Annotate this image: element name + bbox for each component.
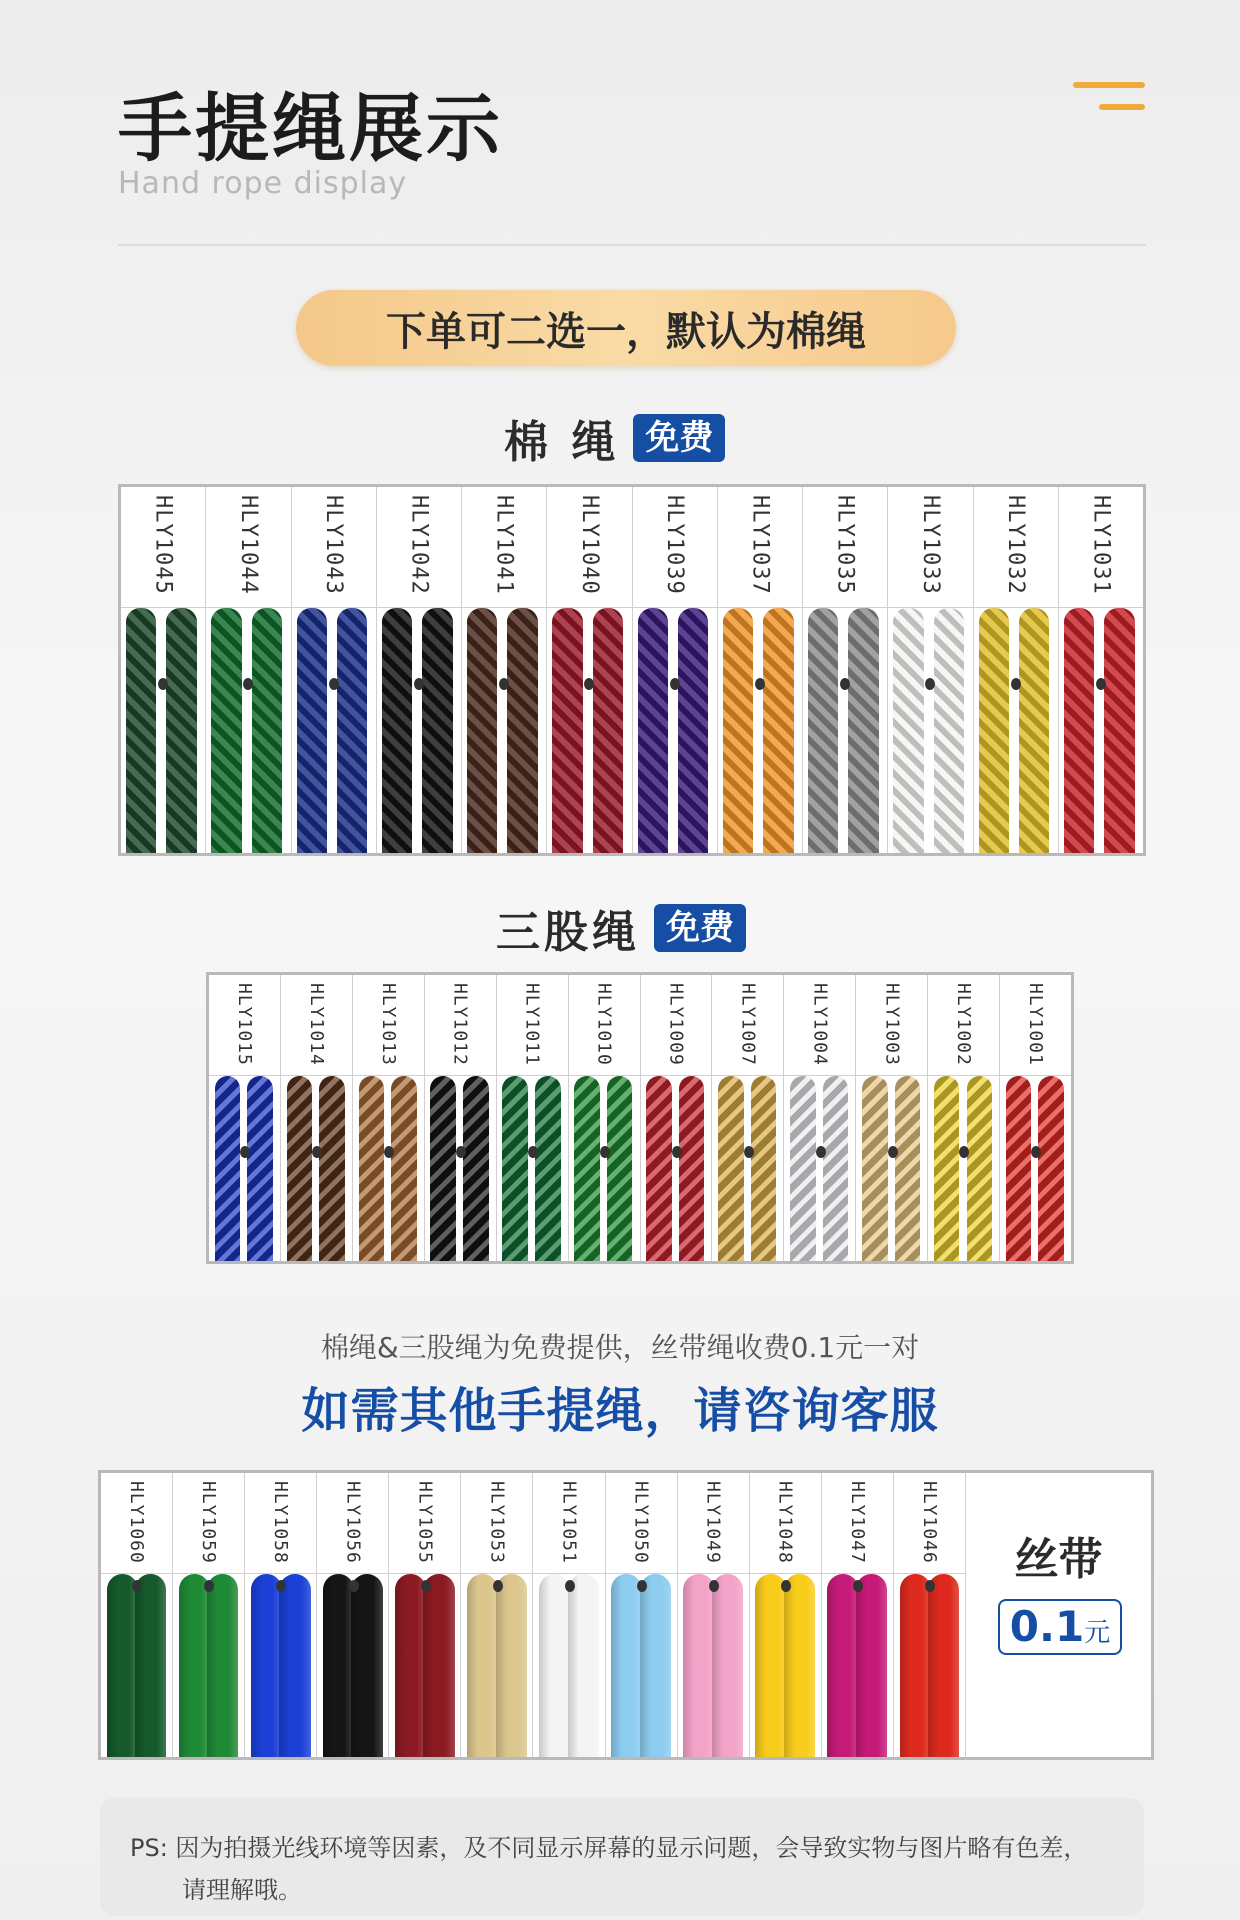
- swatch-image: [784, 1076, 855, 1261]
- swatch-code-text: HLY1015: [233, 983, 255, 1066]
- swatch-code-label: [894, 1473, 965, 1574]
- rope-strand: [723, 608, 753, 853]
- swatch-code-text: HLY1035: [832, 495, 858, 595]
- rope-swatch-hly1032: [974, 487, 1059, 853]
- swatch-code-label: [317, 1473, 388, 1574]
- rope-swatch-hly1047: [822, 1473, 894, 1757]
- rope-swatch-hly1059: [173, 1473, 245, 1757]
- swatch-code-text: HLY1058: [270, 1481, 292, 1564]
- rope-swatch-hly1001: [1000, 975, 1071, 1261]
- swatch-code-label: [281, 975, 352, 1076]
- swatch-image: [718, 608, 802, 853]
- swatch-code-label: [353, 975, 424, 1076]
- rope-strand: [215, 1076, 241, 1261]
- silk-title: 丝带: [1014, 1534, 1103, 1585]
- rope-strand: [107, 1574, 138, 1757]
- rope-strand: [611, 1574, 642, 1757]
- swatch-code-text: HLY1009: [665, 983, 687, 1066]
- rope-strand: [808, 608, 838, 853]
- swatch-code-label: [389, 1473, 460, 1574]
- cotton-title-label: 棉 绳: [504, 417, 620, 468]
- swatch-code-text: HLY1011: [521, 983, 543, 1066]
- rope-strand: [247, 1076, 273, 1261]
- rope-swatch-hly1046: [894, 1473, 965, 1757]
- swatch-image: [461, 1574, 532, 1757]
- rope-strand: [1019, 608, 1049, 853]
- swatch-image: [633, 608, 717, 853]
- swatch-code-text: HLY1043: [321, 495, 347, 595]
- punch-hole: [499, 678, 509, 690]
- rope-swatch-hly1013: [353, 975, 425, 1261]
- swatch-code-label: [245, 1473, 316, 1574]
- swatch-code-text: HLY1053: [486, 1481, 508, 1564]
- swatch-image: [462, 608, 546, 853]
- rope-strand: [251, 1574, 282, 1757]
- silk-ribbon-grid: [98, 1470, 966, 1760]
- rope-strand: [507, 608, 537, 853]
- swatch-code-text: HLY1042: [406, 495, 432, 595]
- pricing-note: 棉绳&三股绳为免费提供，丝带绳收费0.1元一对: [320, 1331, 920, 1364]
- swatch-image: [547, 608, 631, 853]
- rope-swatch-hly1039: [633, 487, 718, 853]
- punch-hole: [384, 1146, 394, 1158]
- punch-hole: [349, 1580, 359, 1592]
- punch-hole: [755, 678, 765, 690]
- rope-swatch-hly1042: [377, 487, 462, 853]
- punch-hole: [528, 1146, 538, 1158]
- rope-strand: [430, 1076, 456, 1261]
- swatch-code-text: HLY1037: [747, 495, 773, 595]
- rope-swatch-hly1015: [209, 975, 281, 1261]
- swatch-image: [206, 608, 290, 853]
- rope-swatch-hly1004: [784, 975, 856, 1261]
- menu-lines-icon[interactable]: [1073, 82, 1145, 118]
- swatch-code-label: [822, 1473, 893, 1574]
- swatch-image: [678, 1574, 749, 1757]
- silk-price-unit: 元: [1084, 1618, 1111, 1648]
- rope-strand: [467, 608, 497, 853]
- swatch-image: [209, 1076, 280, 1261]
- rope-strand: [287, 1076, 313, 1261]
- swatch-code-text: HLY1051: [558, 1481, 580, 1564]
- rope-strand: [319, 1076, 345, 1261]
- swatch-code-text: HLY1012: [449, 983, 471, 1066]
- rope-strand: [638, 608, 668, 853]
- rope-swatch-hly1044: [206, 487, 291, 853]
- punch-hole: [421, 1580, 431, 1592]
- swatch-image: [1000, 1076, 1071, 1261]
- rope-strand: [1038, 1076, 1064, 1261]
- disclaimer-line-2: 请理解哦。: [182, 1876, 302, 1904]
- rope-swatch-hly1056: [317, 1473, 389, 1757]
- color-disclaimer-box: [100, 1798, 1144, 1916]
- rope-swatch-hly1003: [856, 975, 928, 1261]
- choice-banner: 下单可二选一，默认为棉绳: [296, 290, 956, 366]
- rope-strand: [207, 1574, 238, 1757]
- swatch-code-label: [497, 975, 568, 1076]
- page-subtitle: Hand rope display: [118, 166, 408, 201]
- punch-hole: [709, 1580, 719, 1592]
- rope-strand: [790, 1076, 816, 1261]
- swatch-code-label: [425, 975, 496, 1076]
- rope-strand: [679, 1076, 705, 1261]
- triple-rope-grid: [206, 972, 1074, 1264]
- swatch-code-label: [803, 487, 887, 608]
- swatch-image: [173, 1574, 244, 1757]
- punch-hole: [600, 1146, 610, 1158]
- rope-strand: [323, 1574, 354, 1757]
- swatch-image: [281, 1076, 352, 1261]
- swatch-code-label: [678, 1473, 749, 1574]
- rope-strand: [893, 608, 923, 853]
- swatch-code-text: HLY1046: [918, 1481, 940, 1564]
- swatch-image: [245, 1574, 316, 1757]
- rope-swatch-hly1007: [712, 975, 784, 1261]
- rope-strand: [856, 1574, 887, 1757]
- rope-swatch-hly1041: [462, 487, 547, 853]
- punch-hole: [1096, 678, 1106, 690]
- rope-strand: [823, 1076, 849, 1261]
- swatch-code-text: HLY1007: [737, 983, 759, 1066]
- rope-swatch-hly1053: [461, 1473, 533, 1757]
- triple-free-badge: 免费: [654, 904, 746, 952]
- rope-strand: [297, 608, 327, 853]
- swatch-code-label: [569, 975, 640, 1076]
- rope-swatch-hly1040: [547, 487, 632, 853]
- swatch-code-label: [461, 1473, 532, 1574]
- rope-strand: [337, 608, 367, 853]
- swatch-image: [974, 608, 1058, 853]
- punch-hole: [329, 678, 339, 690]
- punch-hole: [853, 1580, 863, 1592]
- rope-strand: [678, 608, 708, 853]
- swatch-code-text: HLY1059: [198, 1481, 220, 1564]
- rope-swatch-hly1045: [121, 487, 206, 853]
- header-divider: [118, 244, 1146, 246]
- swatch-image: [803, 608, 887, 853]
- cotton-free-badge: 免费: [633, 414, 725, 462]
- swatch-code-text: HLY1031: [1088, 495, 1114, 595]
- rope-swatch-hly1043: [292, 487, 377, 853]
- rope-strand: [568, 1574, 599, 1757]
- rope-swatch-hly1014: [281, 975, 353, 1261]
- rope-strand: [967, 1076, 993, 1261]
- rope-strand: [279, 1574, 310, 1757]
- rope-swatch-hly1012: [425, 975, 497, 1261]
- rope-swatch-hly1060: [101, 1473, 173, 1757]
- swatch-code-label: [377, 487, 461, 608]
- punch-hole: [744, 1146, 754, 1158]
- rope-strand: [463, 1076, 489, 1261]
- rope-strand: [827, 1574, 858, 1757]
- rope-strand: [934, 608, 964, 853]
- swatch-code-label: [718, 487, 802, 608]
- swatch-code-text: HLY1056: [342, 1481, 364, 1564]
- contact-service-note: 如需其他手提绳，请咨询客服: [301, 1383, 939, 1439]
- swatch-image: [822, 1574, 893, 1757]
- swatch-code-label: [1000, 975, 1071, 1076]
- rope-strand: [718, 1076, 744, 1261]
- rope-strand: [979, 608, 1009, 853]
- rope-strand: [640, 1574, 671, 1757]
- swatch-image: [1059, 608, 1143, 853]
- punch-hole: [672, 1146, 682, 1158]
- swatch-image: [377, 608, 461, 853]
- swatch-code-label: [750, 1473, 821, 1574]
- silk-price-value: 0.1: [1009, 1602, 1085, 1651]
- swatch-code-label: [173, 1473, 244, 1574]
- swatch-code-text: HLY1047: [846, 1481, 868, 1564]
- disclaimer-line-1: PS: 因为拍摄光线环境等因素，及不同显示屏幕的显示问题，会导致实物与图片略有色差，: [130, 1834, 1088, 1862]
- swatch-image: [569, 1076, 640, 1261]
- swatch-code-label: [462, 487, 546, 608]
- swatch-code-label: [121, 487, 205, 608]
- swatch-image: [712, 1076, 783, 1261]
- rope-strand: [784, 1574, 815, 1757]
- swatch-image: [888, 608, 972, 853]
- rope-swatch-hly1031: [1059, 487, 1143, 853]
- cotton-section-title: [504, 406, 725, 470]
- rope-strand: [539, 1574, 570, 1757]
- swatch-code-label: [606, 1473, 677, 1574]
- swatch-image: [353, 1076, 424, 1261]
- triple-section-title: [496, 896, 746, 960]
- rope-strand: [751, 1076, 777, 1261]
- rope-swatch-hly1058: [245, 1473, 317, 1757]
- rope-strand: [862, 1076, 888, 1261]
- punch-hole: [840, 678, 850, 690]
- swatch-code-label: [209, 975, 280, 1076]
- rope-strand: [1064, 608, 1094, 853]
- swatch-code-label: [292, 487, 376, 608]
- swatch-code-text: HLY1055: [414, 1481, 436, 1564]
- silk-price-badge: [998, 1599, 1122, 1655]
- rope-swatch-hly1049: [678, 1473, 750, 1757]
- rope-strand: [179, 1574, 210, 1757]
- rope-strand: [395, 1574, 426, 1757]
- rope-swatch-hly1011: [497, 975, 569, 1261]
- rope-strand: [928, 1574, 959, 1757]
- rope-strand: [423, 1574, 454, 1757]
- swatch-code-label: [712, 975, 783, 1076]
- cotton-rope-grid: [118, 484, 1146, 856]
- swatch-code-label: [784, 975, 855, 1076]
- rope-swatch-hly1037: [718, 487, 803, 853]
- swatch-code-label: [928, 975, 999, 1076]
- swatch-image: [101, 1574, 172, 1757]
- punch-hole: [565, 1580, 575, 1592]
- rope-swatch-hly1051: [533, 1473, 605, 1757]
- punch-hole: [781, 1580, 791, 1592]
- rope-strand: [552, 608, 582, 853]
- triple-title-label: 三股绳: [496, 907, 640, 958]
- swatch-code-label: [206, 487, 290, 608]
- punch-hole: [670, 678, 680, 690]
- swatch-code-text: HLY1060: [126, 1481, 148, 1564]
- rope-swatch-hly1055: [389, 1473, 461, 1757]
- rope-strand: [763, 608, 793, 853]
- rope-strand: [1006, 1076, 1032, 1261]
- swatch-code-label: [1059, 487, 1143, 608]
- rope-swatch-hly1035: [803, 487, 888, 853]
- punch-hole: [158, 678, 168, 690]
- silk-price-panel: [966, 1470, 1154, 1760]
- swatch-code-label: [533, 1473, 604, 1574]
- swatch-code-label: [888, 487, 972, 608]
- swatch-code-label: [633, 487, 717, 608]
- swatch-image: [894, 1574, 965, 1757]
- rope-swatch-hly1033: [888, 487, 973, 853]
- swatch-image: [497, 1076, 568, 1261]
- page-title: 手提绳展示: [118, 86, 503, 172]
- swatch-image: [606, 1574, 677, 1757]
- rope-strand: [391, 1076, 417, 1261]
- punch-hole: [493, 1580, 503, 1592]
- swatch-image: [856, 1076, 927, 1261]
- swatch-code-text: HLY1040: [576, 495, 602, 595]
- swatch-image: [750, 1574, 821, 1757]
- swatch-code-label: [101, 1473, 172, 1574]
- rope-strand: [382, 608, 412, 853]
- swatch-code-text: HLY1013: [377, 983, 399, 1066]
- swatch-code-label: [974, 487, 1058, 608]
- rope-strand: [126, 608, 156, 853]
- swatch-code-text: HLY1039: [662, 495, 688, 595]
- swatch-code-text: HLY1049: [702, 1481, 724, 1564]
- rope-swatch-hly1010: [569, 975, 641, 1261]
- swatch-code-text: HLY1002: [953, 983, 975, 1066]
- rope-strand: [351, 1574, 382, 1757]
- swatch-image: [317, 1574, 388, 1757]
- punch-hole: [888, 1146, 898, 1158]
- swatch-code-text: HLY1050: [630, 1481, 652, 1564]
- rope-strand: [359, 1076, 385, 1261]
- swatch-code-text: HLY1033: [917, 495, 943, 595]
- rope-swatch-hly1048: [750, 1473, 822, 1757]
- swatch-code-text: HLY1014: [305, 983, 327, 1066]
- rope-strand: [535, 1076, 561, 1261]
- rope-strand: [135, 1574, 166, 1757]
- rope-strand: [252, 608, 282, 853]
- swatch-code-text: HLY1032: [1003, 495, 1029, 595]
- swatch-image: [292, 608, 376, 853]
- rope-strand: [646, 1076, 672, 1261]
- swatch-image: [533, 1574, 604, 1757]
- swatch-image: [121, 608, 205, 853]
- swatch-code-text: HLY1045: [150, 495, 176, 595]
- rope-strand: [593, 608, 623, 853]
- punch-hole: [414, 678, 424, 690]
- rope-swatch-hly1009: [641, 975, 713, 1261]
- rope-strand: [934, 1076, 960, 1261]
- rope-strand: [166, 608, 196, 853]
- rope-strand: [422, 608, 452, 853]
- rope-strand: [1104, 608, 1134, 853]
- menu-line-top: [1073, 82, 1145, 88]
- swatch-code-text: HLY1001: [1025, 983, 1047, 1066]
- punch-hole: [1011, 678, 1021, 690]
- rope-strand: [683, 1574, 714, 1757]
- swatch-code-label: [641, 975, 712, 1076]
- rope-swatch-hly1002: [928, 975, 1000, 1261]
- swatch-image: [928, 1076, 999, 1261]
- rope-strand: [607, 1076, 633, 1261]
- swatch-code-label: [856, 975, 927, 1076]
- swatch-image: [389, 1574, 460, 1757]
- rope-strand: [755, 1574, 786, 1757]
- swatch-code-text: HLY1041: [491, 495, 517, 595]
- rope-swatch-hly1050: [606, 1473, 678, 1757]
- swatch-code-label: [547, 487, 631, 608]
- swatch-code-text: HLY1048: [774, 1481, 796, 1564]
- swatch-image: [641, 1076, 712, 1261]
- rope-strand: [496, 1574, 527, 1757]
- rope-strand: [502, 1076, 528, 1261]
- punch-hole: [637, 1580, 647, 1592]
- rope-strand: [712, 1574, 743, 1757]
- menu-line-bottom: [1099, 104, 1145, 110]
- rope-strand: [574, 1076, 600, 1261]
- punch-hole: [456, 1146, 466, 1158]
- rope-strand: [211, 608, 241, 853]
- swatch-image: [425, 1076, 496, 1261]
- rope-strand: [895, 1076, 921, 1261]
- swatch-code-text: HLY1004: [809, 983, 831, 1066]
- punch-hole: [816, 1146, 826, 1158]
- rope-strand: [467, 1574, 498, 1757]
- rope-strand: [848, 608, 878, 853]
- swatch-code-text: HLY1010: [593, 983, 615, 1066]
- swatch-code-text: HLY1003: [881, 983, 903, 1066]
- swatch-code-text: HLY1044: [235, 495, 261, 595]
- rope-strand: [900, 1574, 931, 1757]
